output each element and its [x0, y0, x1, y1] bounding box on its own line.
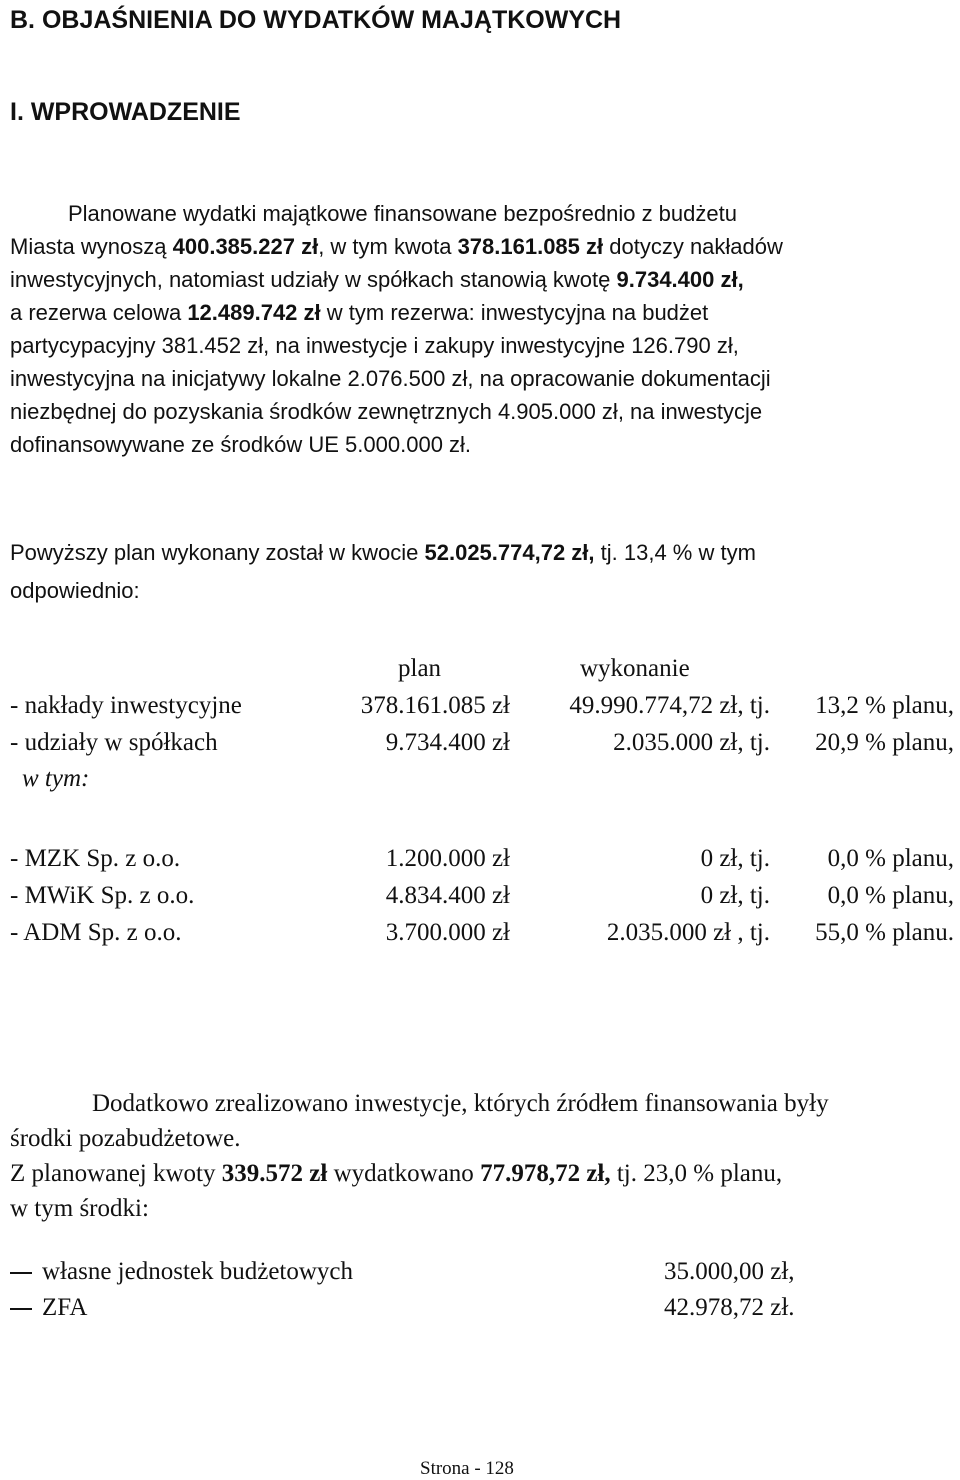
funding-label: własne jednostek budżetowych [42, 1258, 354, 1285]
intro-line-2 [10, 234, 783, 260]
summary-text: tj. 13,4 % w tym [594, 540, 756, 565]
summary-line-1 [10, 540, 756, 566]
row-pct: 13,2 % planu, [815, 692, 954, 719]
row-exec: 2.035.000 zł , tj. [606, 919, 770, 946]
intro-text: inwestycyjnych, natomiast udziały w spółkach stanowią kwotę [10, 267, 617, 292]
funding-item [10, 1255, 353, 1288]
investment-amount: 378.161.085 zł [457, 234, 604, 259]
row-pct: 0,0 % planu, [827, 882, 954, 909]
w-tym-label: w tym: [22, 765, 90, 792]
intro-line-7: niezbędnej do pozyskania środków zewnętrznych 4.905.000 zł, na inwestycje [10, 399, 763, 424]
row-pct: 20,9 % planu, [815, 729, 954, 756]
extra-line-1: Dodatkowo zrealizowano inwestycje, których źródłem finansowania były [92, 1090, 829, 1117]
reserve-amount: 12.489.742 zł [187, 300, 321, 325]
row-plan: 378.161.085 zł [360, 692, 510, 719]
intro-text: a rezerwa celowa [10, 300, 188, 325]
row-pct: 55,0 % planu. [815, 919, 954, 946]
shares-amount: 9.734.400 zł, [616, 267, 744, 292]
extra-text: wydatkowano [327, 1160, 481, 1187]
row-plan: 4.834.400 zł [385, 882, 510, 909]
row-label: - udziały w spółkach [10, 729, 218, 756]
document-title: B. OBJAŚNIENIA DO WYDATKÓW MAJĄTKOWYCH [10, 6, 622, 34]
header-plan: plan [398, 655, 442, 682]
row-plan: 3.700.000 zł [385, 919, 510, 946]
intro-text: , w tym kwota [318, 234, 458, 259]
extra-line-3 [10, 1157, 782, 1190]
funding-value: 35.000,00 zł, [664, 1258, 795, 1285]
intro-line-4 [10, 300, 708, 326]
summary-line-2: odpowiednio: [10, 578, 140, 603]
intro-text: Miasta wynoszą [10, 234, 173, 259]
page-number: Strona - 128 [420, 1458, 514, 1479]
row-label: - MWiK Sp. z o.o. [10, 882, 195, 909]
intro-line-6: inwestycyjna na inicjatywy lokalne 2.076.500 zł, na opracowanie dokumentacji [10, 366, 771, 391]
row-pct: 0,0 % planu, [827, 845, 954, 872]
funding-item [10, 1291, 87, 1324]
row-label: - MZK Sp. z o.o. [10, 845, 181, 872]
intro-line-3 [10, 267, 744, 293]
intro-line-8: dofinansowywane ze środków UE 5.000.000 zł. [10, 432, 472, 457]
extra-line-2: środki pozabudżetowe. [10, 1125, 241, 1152]
extra-spent-amount: 77.978,72 zł, [480, 1160, 611, 1187]
row-plan: 1.200.000 zł [385, 845, 510, 872]
funding-value: 42.978,72 zł. [664, 1294, 795, 1321]
row-label: - nakłady inwestycyjne [10, 692, 242, 719]
row-exec: 2.035.000 zł, tj. [613, 729, 770, 756]
extra-text: tj. 23,0 % planu, [610, 1160, 783, 1187]
row-plan: 9.734.400 zł [385, 729, 510, 756]
row-exec: 0 zł, tj. [700, 882, 770, 909]
summary-text: Powyższy plan wykonany został w kwocie [10, 540, 425, 565]
dash-bullet [10, 1272, 32, 1274]
header-exec: wykonanie [580, 655, 690, 682]
intro-text: dotyczy nakładów [603, 234, 783, 259]
extra-line-4: w tym środki: [10, 1195, 149, 1222]
intro-line-5: partycypacyjny 381.452 zł, na inwestycje i zakupy inwestycyjne 126.790 zł, [10, 333, 739, 358]
total-amount: 400.385.227 zł [172, 234, 319, 259]
dash-bullet [10, 1308, 32, 1310]
executed-amount: 52.025.774,72 zł, [424, 540, 595, 565]
intro-text: w tym rezerwa: inwestycyjna na budżet [320, 300, 709, 325]
row-label: - ADM Sp. z o.o. [10, 919, 182, 946]
intro-line-1: Planowane wydatki majątkowe finansowane bezpośrednio z budżetu [68, 201, 737, 226]
funding-label: ZFA [42, 1294, 88, 1321]
row-exec: 0 zł, tj. [700, 845, 770, 872]
extra-text: Z planowanej kwoty [10, 1160, 222, 1187]
extra-plan-amount: 339.572 zł [221, 1160, 328, 1187]
section-title: I. WPROWADZENIE [10, 98, 241, 126]
row-exec: 49.990.774,72 zł, tj. [569, 692, 770, 719]
